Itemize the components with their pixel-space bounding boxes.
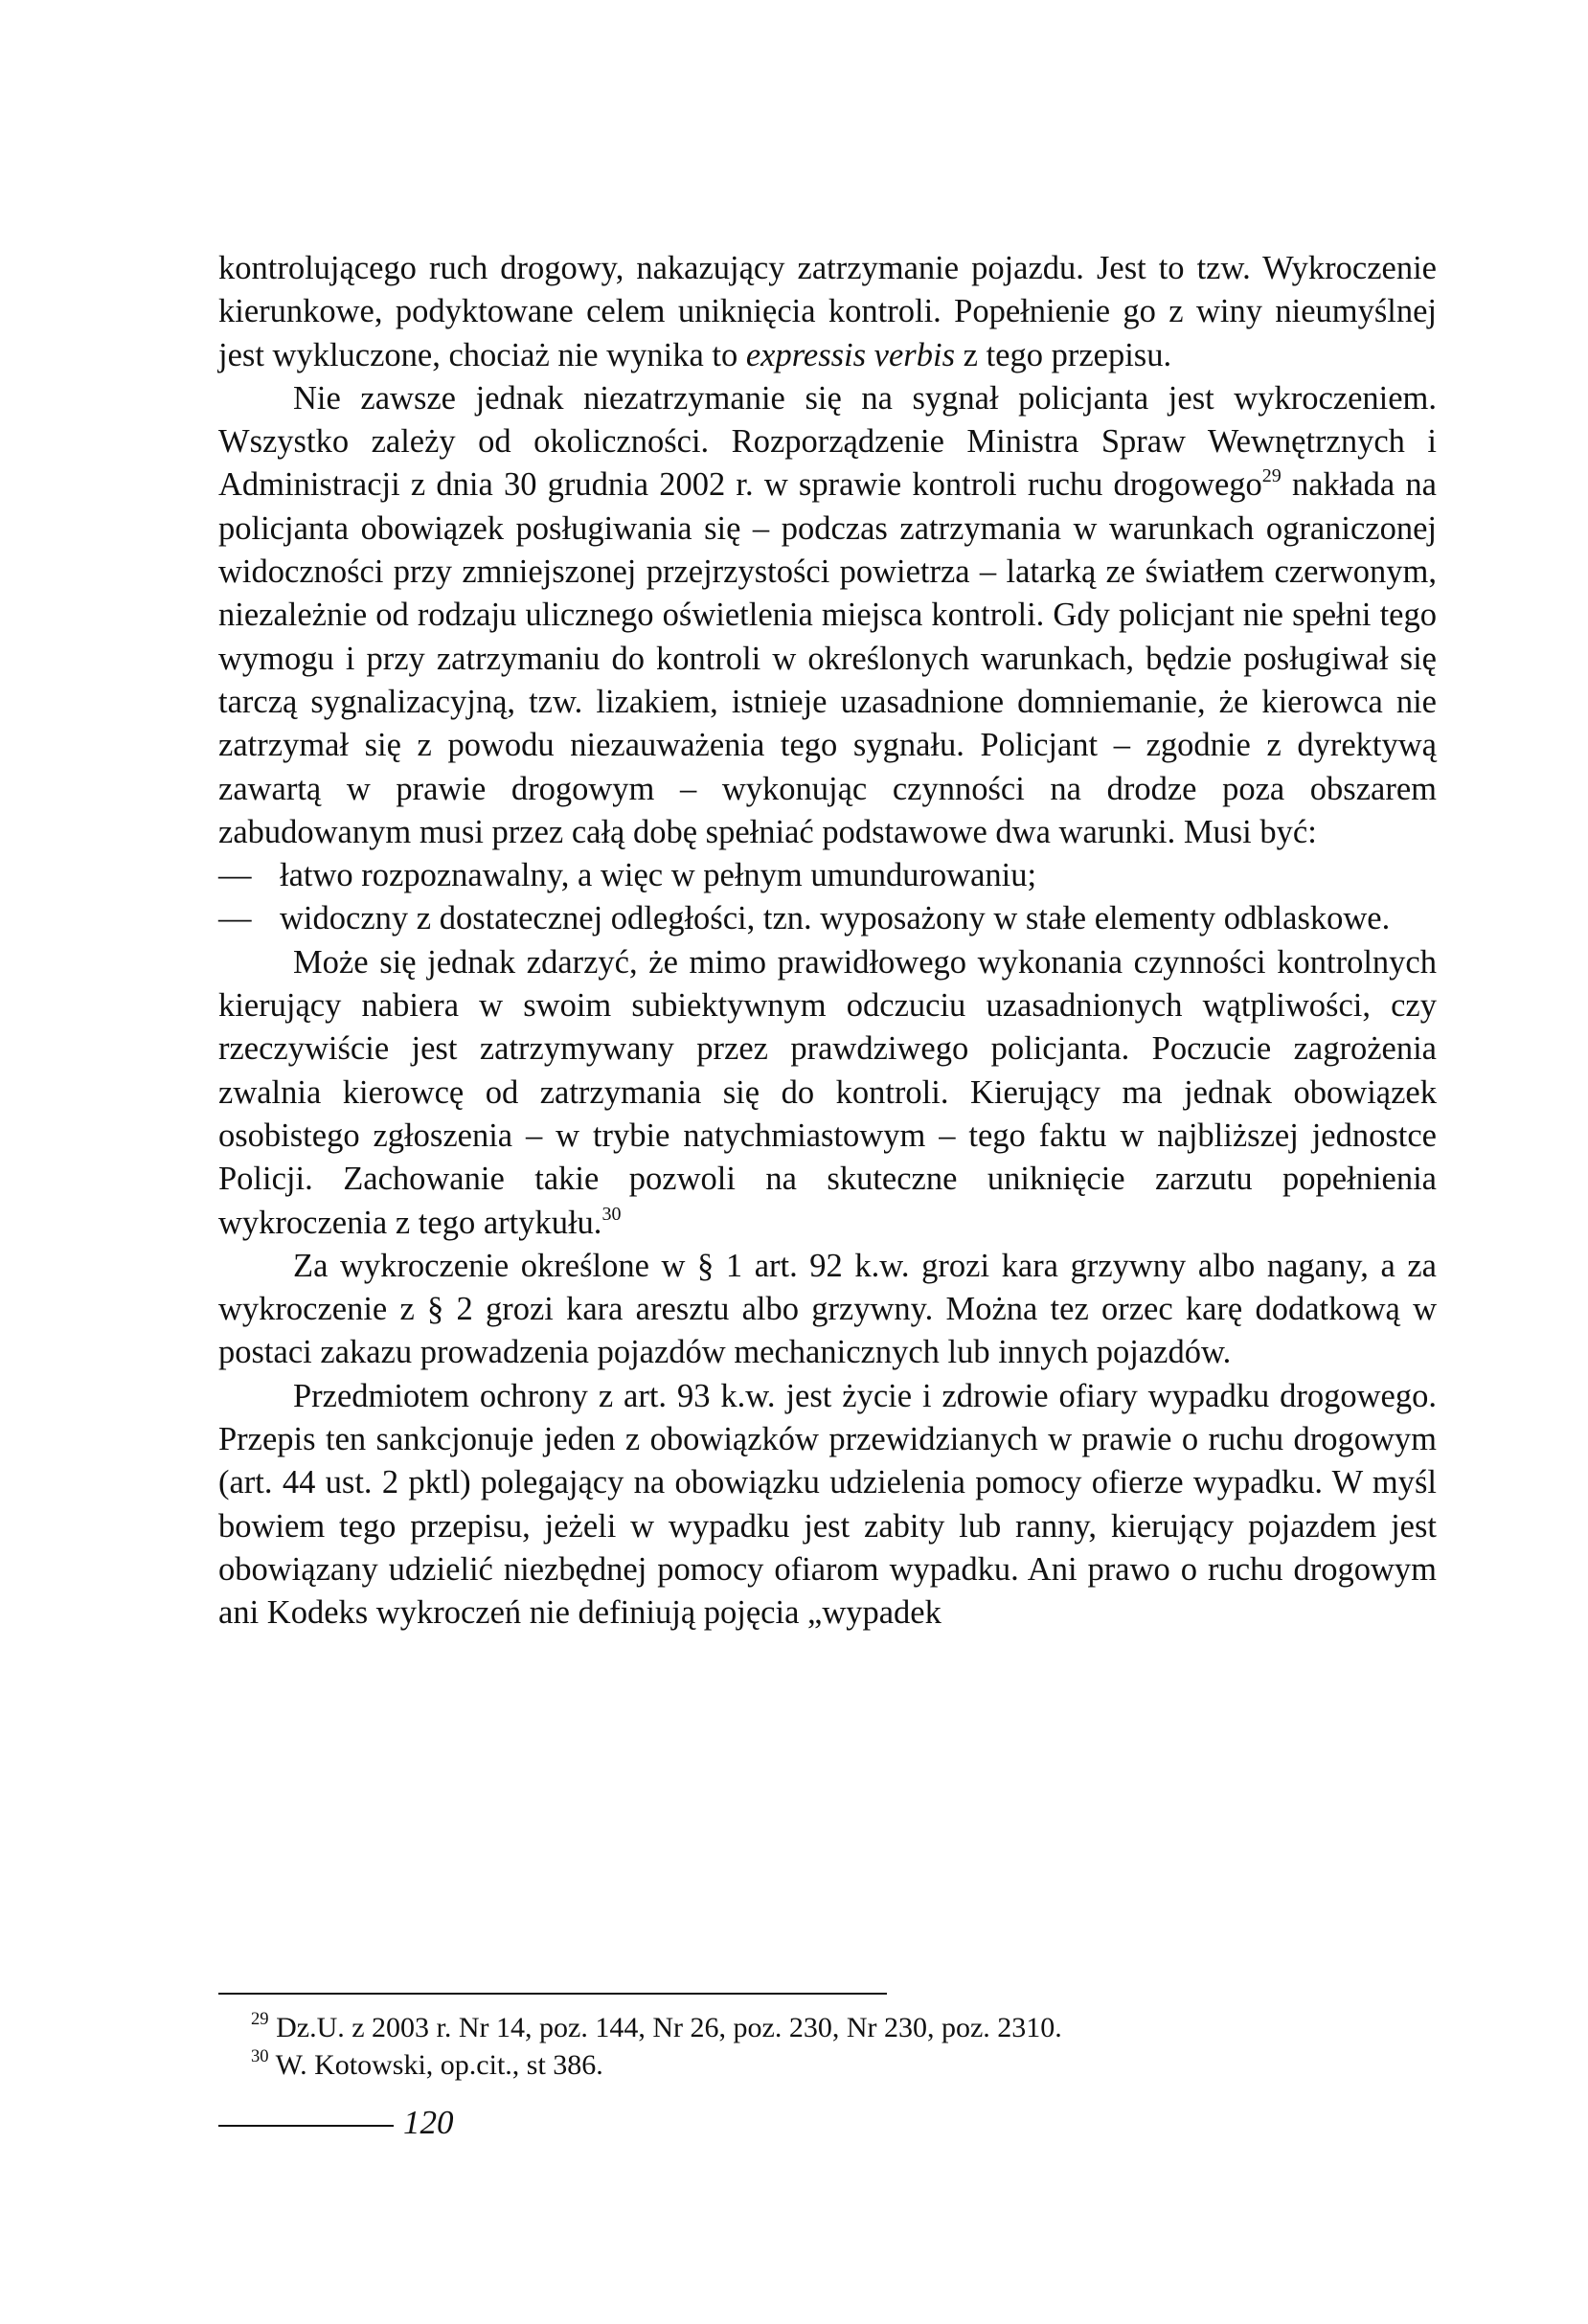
- footnote-text: Dz.U. z 2003 r. Nr 14, poz. 144, Nr 26, poz. 230, Nr 230, poz. 2310.: [276, 2012, 1062, 2043]
- dash-marker: —: [218, 857, 252, 894]
- list-item-text: łatwo rozpoznawalny, a więc w pełnym umundurowaniu;: [280, 857, 1037, 894]
- paragraph-text: Może się jednak zdarzyć, że mimo prawidłowego wykonania czynności kontrolnych kierujący nabiera w swoim subiektywnym odczuciu uzasadnionych wątpliwości, czy rzeczywiście jest zatrzymywany przez prawdziwego policjanta. Poczucie zagrożenia zwalnia kierowcę od zatrzymania się do kontroli. Kierujący ma jednak obowiązek osobistego zgłoszenia – w trybie natychmiastowym – tego faktu w najbliższej jednostce Policji. Zachowanie takie pozwoli na skuteczne uniknięcie zarzutu popełnienia wykroczenia z tego artykułu.: [218, 943, 1437, 1241]
- paragraph-text: Nie zawsze jednak niezatrzymanie się na sygnał policjanta jest wykroczeniem. Wszystko zależy od okoliczności. Rozporządzenie Ministra Spraw Wewnętrznych i Administracji z dnia 30 grudnia 2002 r. w sprawie kontroli ruchu drogowego: [218, 379, 1437, 504]
- list-item: [218, 897, 1437, 940]
- paragraph: [218, 941, 1437, 1245]
- footnote: [218, 2009, 1437, 2046]
- body-text: [218, 247, 1437, 1636]
- footnotes: [218, 2009, 1437, 2084]
- latin-phrase: expressis verbis: [745, 336, 955, 373]
- paragraph-text: Przedmiotem ochrony z art. 93 k.w. jest życie i zdrowie ofiary wypadku drogowego. Przepis ten sankcjonuje jeden z obowiązków przewidzianych w prawie o ruchu drogowym (art. 44 ust. 2 pktl) polegający na obowiązku udzielenia pomocy ofierze wypadku. W myśl bowiem tego przepisu, jeżeli w wypadku jest zabity lub ranny, kierujący pojazdem jest obowiązany udzielić niezbędnej pomocy ofiarom wypadku. Ani prawo o ruchu drogowym ani Kodeks wykroczeń nie definiują pojęcia „wypadek: [218, 1377, 1437, 1632]
- paragraph-text: kontrolującego ruch drogowy, nakazujący zatrzymanie pojazdu. Jest to tzw. Wykroczenie kierunkowe, podyktowane celem uniknięcia kontroli. Popełnienie go z winy nieumyślnej jest wykluczone, chociaż nie wynika to: [218, 250, 1437, 373]
- paragraph: [218, 377, 1437, 854]
- dash-marker: —: [218, 900, 252, 937]
- footnote-number: 30: [251, 2045, 269, 2066]
- footnote-text: W. Kotowski, op.cit., st 386.: [275, 2049, 603, 2081]
- footnote-ref-30: 30: [601, 1203, 622, 1225]
- page-number: 120: [403, 2104, 454, 2141]
- footnote: [218, 2046, 1437, 2084]
- page-footer: [218, 2104, 454, 2142]
- paragraph-text: Za wykroczenie określone w § 1 art. 92 k.w. grozi kara grzywny albo nagany, a za wykroczenie z § 2 grozi kara aresztu albo grzywny. Można tez orzec karę dodatkową w postaci zakazu prowadzenia pojazdów mechanicznych lub innych pojazdów.: [218, 1247, 1437, 1371]
- footnote-ref-29: 29: [1261, 465, 1282, 487]
- list-item: [218, 854, 1437, 897]
- list-item-text: widoczny z dostatecznej odległości, tzn. wyposażony w stałe elementy odblaskowe.: [280, 900, 1391, 937]
- paragraph: [218, 247, 1437, 377]
- paragraph: [218, 1245, 1437, 1375]
- paragraph-text: nakłada na policjanta obowiązek posługiwania się – podczas zatrzymania w warunkach ograniczonej widoczności przy zmniejszonej przejrzystości powietrza – latarką ze światłem czerwonym, niezależnie od rodzaju ulicznego oświetlenia miejsca kontroli. Gdy policjant nie spełni tego wymogu i przy zatrzymaniu do kontroli w określonych warunkach, będzie posługiwał się tarczą sygnalizacyjną, tzw. lizakiem, istnieje uzasadnione domniemanie, że kierowca nie zatrzymał się z powodu niezauważenia tego sygnału. Policjant – zgodnie z dyrektywą zawartą w prawie drogowym – wykonując czynności na drodze poza obszarem zabudowanym musi przez całą dobę spełniać podstawowe dwa warunki. Musi być:: [218, 466, 1437, 850]
- footnote-separator: [218, 1993, 887, 1995]
- footnote-number: 29: [251, 2008, 269, 2029]
- paragraph-text: z tego przepisu.: [955, 336, 1172, 373]
- footer-rule: [218, 2125, 394, 2127]
- paragraph: [218, 1375, 1437, 1636]
